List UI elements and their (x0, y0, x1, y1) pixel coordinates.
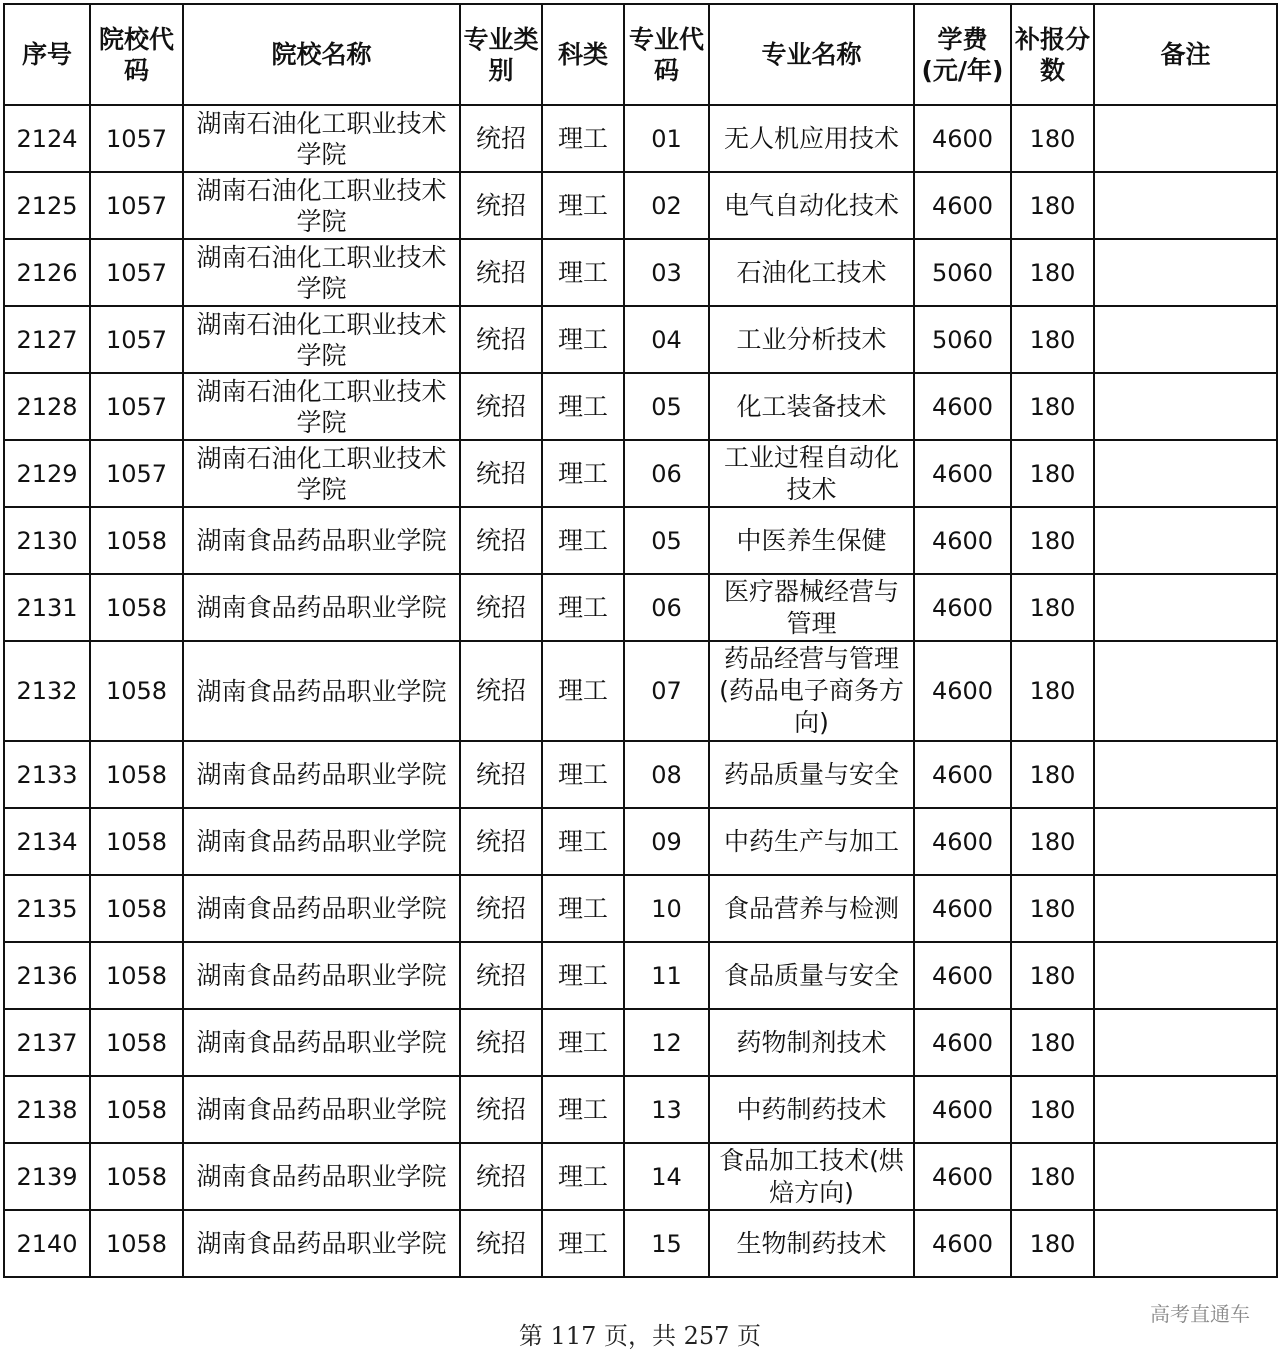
cell-note (1094, 875, 1277, 942)
cell-fee: 4600 (914, 875, 1011, 942)
cell-category: 统招 (460, 1076, 542, 1143)
cell-seq: 2127 (4, 306, 90, 373)
cell-school-code: 1057 (90, 373, 183, 440)
cell-seq: 2136 (4, 942, 90, 1009)
cell-score: 180 (1011, 808, 1094, 875)
cell-subject: 理工 (542, 942, 624, 1009)
cell-school-code: 1058 (90, 1009, 183, 1076)
cell-school-code: 1058 (90, 641, 183, 741)
cell-subject: 理工 (542, 808, 624, 875)
cell-fee: 4600 (914, 1143, 1011, 1210)
cell-seq: 2133 (4, 741, 90, 808)
cell-fee: 4600 (914, 1076, 1011, 1143)
cell-fee: 4600 (914, 942, 1011, 1009)
cell-major-name: 食品加工技术(烘焙方向) (709, 1143, 914, 1210)
cell-fee: 4600 (914, 741, 1011, 808)
table-body (4, 105, 1277, 1277)
cell-category: 统招 (460, 239, 542, 306)
cell-school-name: 湖南食品药品职业学院 (183, 1076, 460, 1143)
cell-fee: 4600 (914, 105, 1011, 172)
cell-school-code: 1058 (90, 507, 183, 574)
cell-subject: 理工 (542, 574, 624, 641)
cell-fee: 5060 (914, 306, 1011, 373)
cell-note (1094, 373, 1277, 440)
cell-seq: 2137 (4, 1009, 90, 1076)
table-row (4, 942, 1277, 1009)
cell-school-name: 湖南食品药品职业学院 (183, 641, 460, 741)
cell-major-code: 06 (624, 440, 709, 507)
cell-major-name: 化工装备技术 (709, 373, 914, 440)
cell-score: 180 (1011, 1076, 1094, 1143)
cell-school-name: 湖南食品药品职业学院 (183, 574, 460, 641)
cell-score: 180 (1011, 239, 1094, 306)
cell-category: 统招 (460, 1009, 542, 1076)
cell-major-code: 10 (624, 875, 709, 942)
cell-fee: 4600 (914, 440, 1011, 507)
cell-note (1094, 172, 1277, 239)
cell-note (1094, 306, 1277, 373)
cell-score: 180 (1011, 741, 1094, 808)
cell-category: 统招 (460, 875, 542, 942)
cell-score: 180 (1011, 373, 1094, 440)
table-row (4, 808, 1277, 875)
cell-score: 180 (1011, 1009, 1094, 1076)
cell-seq: 2134 (4, 808, 90, 875)
cell-major-code: 09 (624, 808, 709, 875)
cell-school-name: 湖南石油化工职业技术学院 (183, 306, 460, 373)
cell-subject: 理工 (542, 741, 624, 808)
cell-major-code: 01 (624, 105, 709, 172)
header-cell-school-name: 院校名称 (183, 4, 460, 105)
cell-major-name: 工业分析技术 (709, 306, 914, 373)
cell-school-code: 1058 (90, 741, 183, 808)
cell-note (1094, 808, 1277, 875)
cell-score: 180 (1011, 440, 1094, 507)
header-cell-fee: 学费(元/年) (914, 4, 1011, 105)
cell-major-code: 03 (624, 239, 709, 306)
cell-subject: 理工 (542, 641, 624, 741)
cell-note (1094, 105, 1277, 172)
cell-category: 统招 (460, 1143, 542, 1210)
cell-subject: 理工 (542, 306, 624, 373)
cell-category: 统招 (460, 942, 542, 1009)
header-cell-seq: 序号 (4, 4, 90, 105)
cell-category: 统招 (460, 741, 542, 808)
cell-score: 180 (1011, 574, 1094, 641)
table-row (4, 373, 1277, 440)
cell-school-name: 湖南食品药品职业学院 (183, 875, 460, 942)
cell-subject: 理工 (542, 440, 624, 507)
cell-category: 统招 (460, 440, 542, 507)
cell-major-name: 食品营养与检测 (709, 875, 914, 942)
cell-score: 180 (1011, 306, 1094, 373)
cell-note (1094, 1143, 1277, 1210)
cell-major-name: 工业过程自动化技术 (709, 440, 914, 507)
cell-category: 统招 (460, 105, 542, 172)
cell-school-code: 1058 (90, 942, 183, 1009)
cell-major-code: 02 (624, 172, 709, 239)
cell-score: 180 (1011, 942, 1094, 1009)
cell-seq: 2129 (4, 440, 90, 507)
table-row (4, 172, 1277, 239)
cell-major-code: 07 (624, 641, 709, 741)
cell-major-code: 13 (624, 1076, 709, 1143)
cell-major-code: 11 (624, 942, 709, 1009)
cell-category: 统招 (460, 373, 542, 440)
cell-seq: 2135 (4, 875, 90, 942)
header-row (4, 4, 1277, 105)
cell-category: 统招 (460, 574, 542, 641)
cell-note (1094, 1210, 1277, 1277)
cell-fee: 4600 (914, 1210, 1011, 1277)
cell-school-code: 1058 (90, 1143, 183, 1210)
cell-major-name: 石油化工技术 (709, 239, 914, 306)
cell-school-code: 1058 (90, 808, 183, 875)
cell-subject: 理工 (542, 1009, 624, 1076)
cell-major-name: 药品质量与安全 (709, 741, 914, 808)
cell-seq: 2125 (4, 172, 90, 239)
header-cell-score: 补报分数 (1011, 4, 1094, 105)
cell-subject: 理工 (542, 1143, 624, 1210)
cell-category: 统招 (460, 641, 542, 741)
cell-school-code: 1058 (90, 1210, 183, 1277)
cell-note (1094, 440, 1277, 507)
table-row (4, 741, 1277, 808)
table-row (4, 1143, 1277, 1210)
cell-subject: 理工 (542, 105, 624, 172)
cell-major-name: 医疗器械经营与管理 (709, 574, 914, 641)
cell-major-name: 无人机应用技术 (709, 105, 914, 172)
cell-major-code: 12 (624, 1009, 709, 1076)
cell-school-name: 湖南石油化工职业技术学院 (183, 105, 460, 172)
cell-seq: 2139 (4, 1143, 90, 1210)
cell-major-name: 食品质量与安全 (709, 942, 914, 1009)
header-cell-major-name: 专业名称 (709, 4, 914, 105)
cell-school-name: 湖南食品药品职业学院 (183, 1143, 460, 1210)
cell-score: 180 (1011, 172, 1094, 239)
cell-note (1094, 641, 1277, 741)
cell-score: 180 (1011, 1143, 1094, 1210)
cell-score: 180 (1011, 1210, 1094, 1277)
cell-subject: 理工 (542, 373, 624, 440)
cell-major-code: 14 (624, 1143, 709, 1210)
table-row (4, 306, 1277, 373)
cell-fee: 4600 (914, 574, 1011, 641)
header-cell-category: 专业类别 (460, 4, 542, 105)
cell-major-name: 电气自动化技术 (709, 172, 914, 239)
cell-major-code: 04 (624, 306, 709, 373)
cell-school-name: 湖南石油化工职业技术学院 (183, 440, 460, 507)
cell-category: 统招 (460, 507, 542, 574)
cell-school-name: 湖南食品药品职业学院 (183, 1009, 460, 1076)
cell-major-name: 中药生产与加工 (709, 808, 914, 875)
cell-note (1094, 574, 1277, 641)
cell-seq: 2132 (4, 641, 90, 741)
cell-school-code: 1057 (90, 239, 183, 306)
cell-major-name: 生物制药技术 (709, 1210, 914, 1277)
cell-school-name: 湖南食品药品职业学院 (183, 942, 460, 1009)
cell-category: 统招 (460, 306, 542, 373)
cell-school-name: 湖南食品药品职业学院 (183, 1210, 460, 1277)
cell-major-code: 05 (624, 507, 709, 574)
table-row (4, 1076, 1277, 1143)
table-row (4, 1009, 1277, 1076)
cell-subject: 理工 (542, 875, 624, 942)
cell-school-name: 湖南石油化工职业技术学院 (183, 239, 460, 306)
cell-major-name: 中药制药技术 (709, 1076, 914, 1143)
cell-seq: 2130 (4, 507, 90, 574)
header-cell-subject: 科类 (542, 4, 624, 105)
table-row (4, 239, 1277, 306)
cell-school-code: 1057 (90, 440, 183, 507)
table-row (4, 440, 1277, 507)
cell-subject: 理工 (542, 172, 624, 239)
cell-category: 统招 (460, 1210, 542, 1277)
cell-school-name: 湖南食品药品职业学院 (183, 507, 460, 574)
cell-subject: 理工 (542, 1076, 624, 1143)
cell-school-name: 湖南食品药品职业学院 (183, 741, 460, 808)
cell-seq: 2131 (4, 574, 90, 641)
header-cell-school-code: 院校代码 (90, 4, 183, 105)
cell-major-code: 06 (624, 574, 709, 641)
cell-major-name: 中医养生保健 (709, 507, 914, 574)
cell-seq: 2126 (4, 239, 90, 306)
cell-fee: 4600 (914, 172, 1011, 239)
cell-major-code: 08 (624, 741, 709, 808)
cell-score: 180 (1011, 105, 1094, 172)
cell-seq: 2138 (4, 1076, 90, 1143)
cell-school-name: 湖南石油化工职业技术学院 (183, 172, 460, 239)
cell-category: 统招 (460, 172, 542, 239)
cell-fee: 4600 (914, 1009, 1011, 1076)
cell-school-code: 1058 (90, 1076, 183, 1143)
cell-fee: 4600 (914, 373, 1011, 440)
table-row (4, 574, 1277, 641)
cell-school-name: 湖南石油化工职业技术学院 (183, 373, 460, 440)
header-cell-note: 备注 (1094, 4, 1277, 105)
admission-table (3, 3, 1278, 1278)
cell-school-name: 湖南食品药品职业学院 (183, 808, 460, 875)
cell-score: 180 (1011, 641, 1094, 741)
table-row (4, 875, 1277, 942)
cell-note (1094, 741, 1277, 808)
cell-score: 180 (1011, 875, 1094, 942)
cell-note (1094, 239, 1277, 306)
cell-fee: 4600 (914, 507, 1011, 574)
cell-school-code: 1057 (90, 172, 183, 239)
table-row (4, 507, 1277, 574)
cell-fee: 4600 (914, 808, 1011, 875)
header-cell-major-code: 专业代码 (624, 4, 709, 105)
cell-note (1094, 1076, 1277, 1143)
cell-major-code: 15 (624, 1210, 709, 1277)
cell-note (1094, 942, 1277, 1009)
cell-school-code: 1057 (90, 306, 183, 373)
cell-subject: 理工 (542, 507, 624, 574)
cell-school-code: 1058 (90, 574, 183, 641)
cell-subject: 理工 (542, 239, 624, 306)
cell-note (1094, 507, 1277, 574)
cell-fee: 5060 (914, 239, 1011, 306)
watermark: 高考直通车 (1150, 1302, 1250, 1326)
table-row (4, 105, 1277, 172)
cell-subject: 理工 (542, 1210, 624, 1277)
cell-seq: 2124 (4, 105, 90, 172)
cell-school-code: 1058 (90, 875, 183, 942)
cell-category: 统招 (460, 808, 542, 875)
cell-major-name: 药品经营与管理(药品电子商务方向) (709, 641, 914, 741)
cell-note (1094, 1009, 1277, 1076)
cell-seq: 2128 (4, 373, 90, 440)
table-row (4, 641, 1277, 741)
cell-score: 180 (1011, 507, 1094, 574)
cell-fee: 4600 (914, 641, 1011, 741)
page-number: 第 117 页，共 257 页 (518, 1322, 762, 1350)
cell-school-code: 1057 (90, 105, 183, 172)
cell-seq: 2140 (4, 1210, 90, 1277)
cell-major-name: 药物制剂技术 (709, 1009, 914, 1076)
table-row (4, 1210, 1277, 1277)
cell-major-code: 05 (624, 373, 709, 440)
